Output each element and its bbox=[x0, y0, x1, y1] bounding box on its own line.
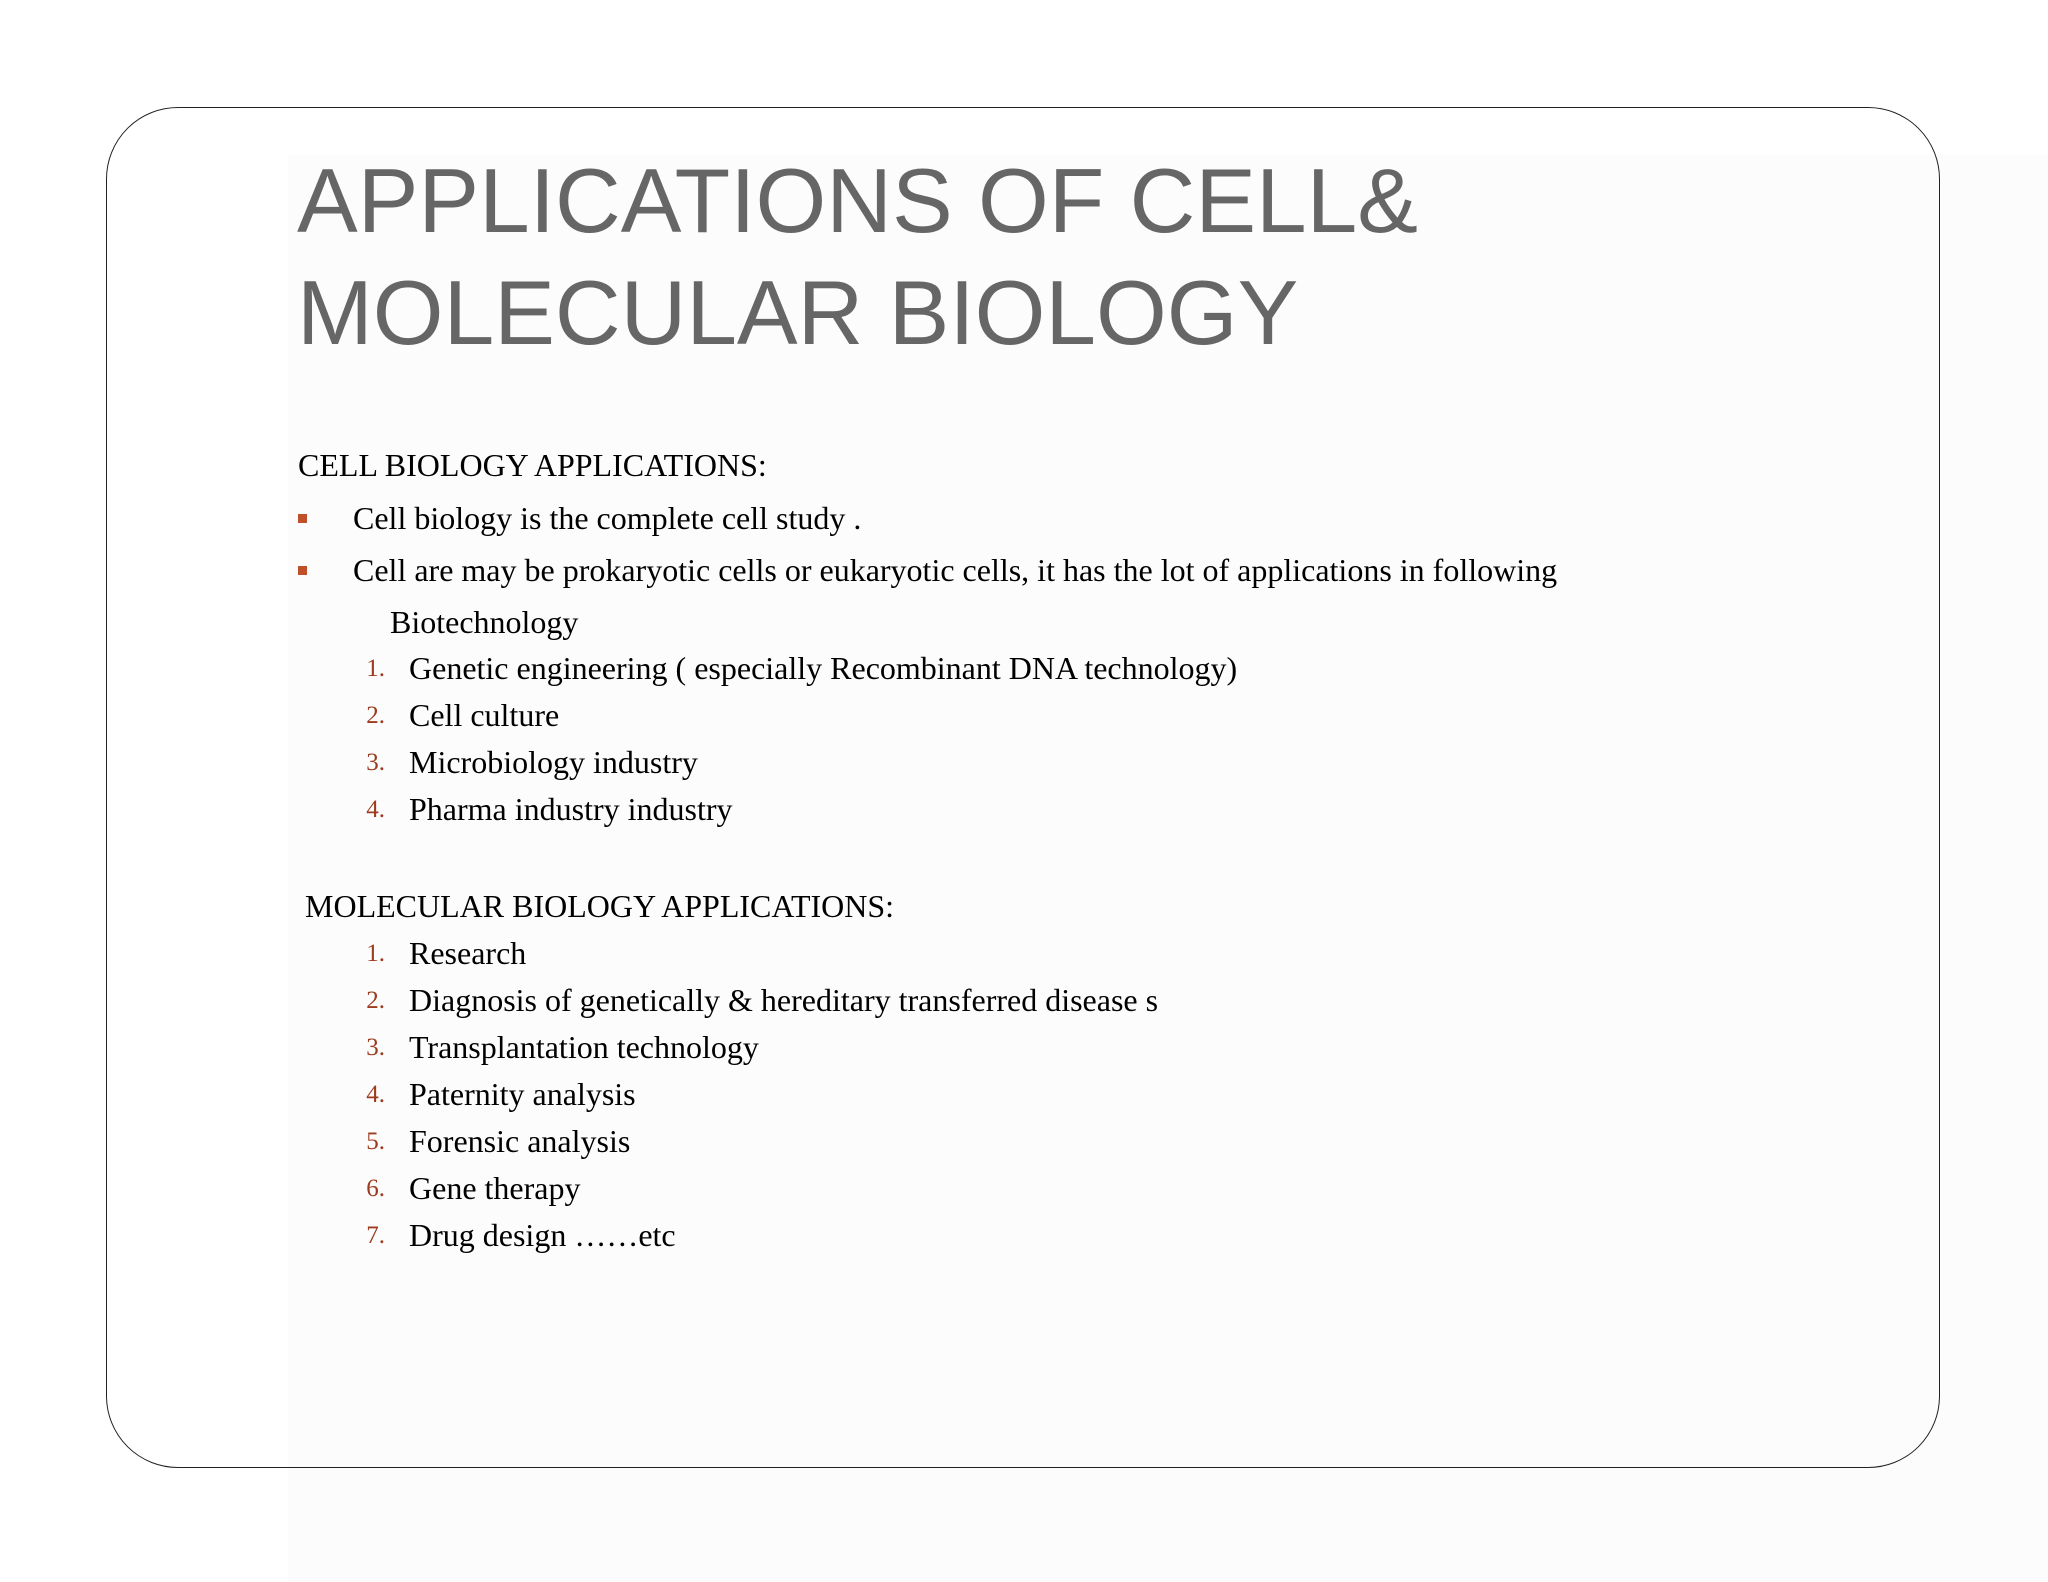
molecular-list-item: Diagnosis of genetically & hereditary transferred disease s bbox=[409, 982, 1159, 1018]
list-number: 7. bbox=[366, 1222, 385, 1249]
cell-list-item: Cell culture bbox=[409, 697, 560, 733]
square-bullet-icon bbox=[298, 514, 307, 523]
list-number: 6. bbox=[366, 1175, 385, 1202]
list-number: 2. bbox=[366, 702, 385, 729]
cell-bullet-2-continuation: Biotechnology bbox=[390, 604, 579, 640]
title-line-2: MOLECULAR BIOLOGY bbox=[297, 263, 1299, 364]
molecular-list-item: Drug design ……etc bbox=[409, 1217, 676, 1253]
list-number: 5. bbox=[366, 1128, 385, 1155]
cell-list-item: Pharma industry industry bbox=[409, 791, 733, 827]
cell-list-item: Genetic engineering ( especially Recombinant DNA technology) bbox=[409, 650, 1238, 686]
list-number: 4. bbox=[366, 1081, 385, 1108]
list-number: 2. bbox=[366, 987, 385, 1014]
square-bullet-icon bbox=[298, 566, 307, 575]
slide-title bbox=[297, 146, 1418, 370]
list-number: 3. bbox=[366, 1034, 385, 1061]
list-number: 1. bbox=[366, 655, 385, 682]
molecular-section-heading: MOLECULAR BIOLOGY APPLICATIONS: bbox=[305, 888, 895, 924]
molecular-list-item: Research bbox=[409, 935, 527, 971]
list-number: 3. bbox=[366, 749, 385, 776]
molecular-list-item: Gene therapy bbox=[409, 1170, 581, 1206]
cell-section-heading: CELL BIOLOGY APPLICATIONS: bbox=[298, 447, 767, 483]
list-number: 1. bbox=[366, 940, 385, 967]
molecular-list-item: Transplantation technology bbox=[409, 1029, 759, 1065]
molecular-list-item: Forensic analysis bbox=[409, 1123, 631, 1159]
cell-bullet-2: Cell are may be prokaryotic cells or eukaryotic cells, it has the lot of applications in following bbox=[353, 552, 1558, 588]
list-number: 4. bbox=[366, 796, 385, 823]
cell-list-item: Microbiology industry bbox=[409, 744, 698, 780]
molecular-list-item: Paternity analysis bbox=[409, 1076, 636, 1112]
cell-bullet-1: Cell biology is the complete cell study . bbox=[353, 500, 862, 536]
title-line-1: APPLICATIONS OF CELL& bbox=[297, 151, 1418, 252]
